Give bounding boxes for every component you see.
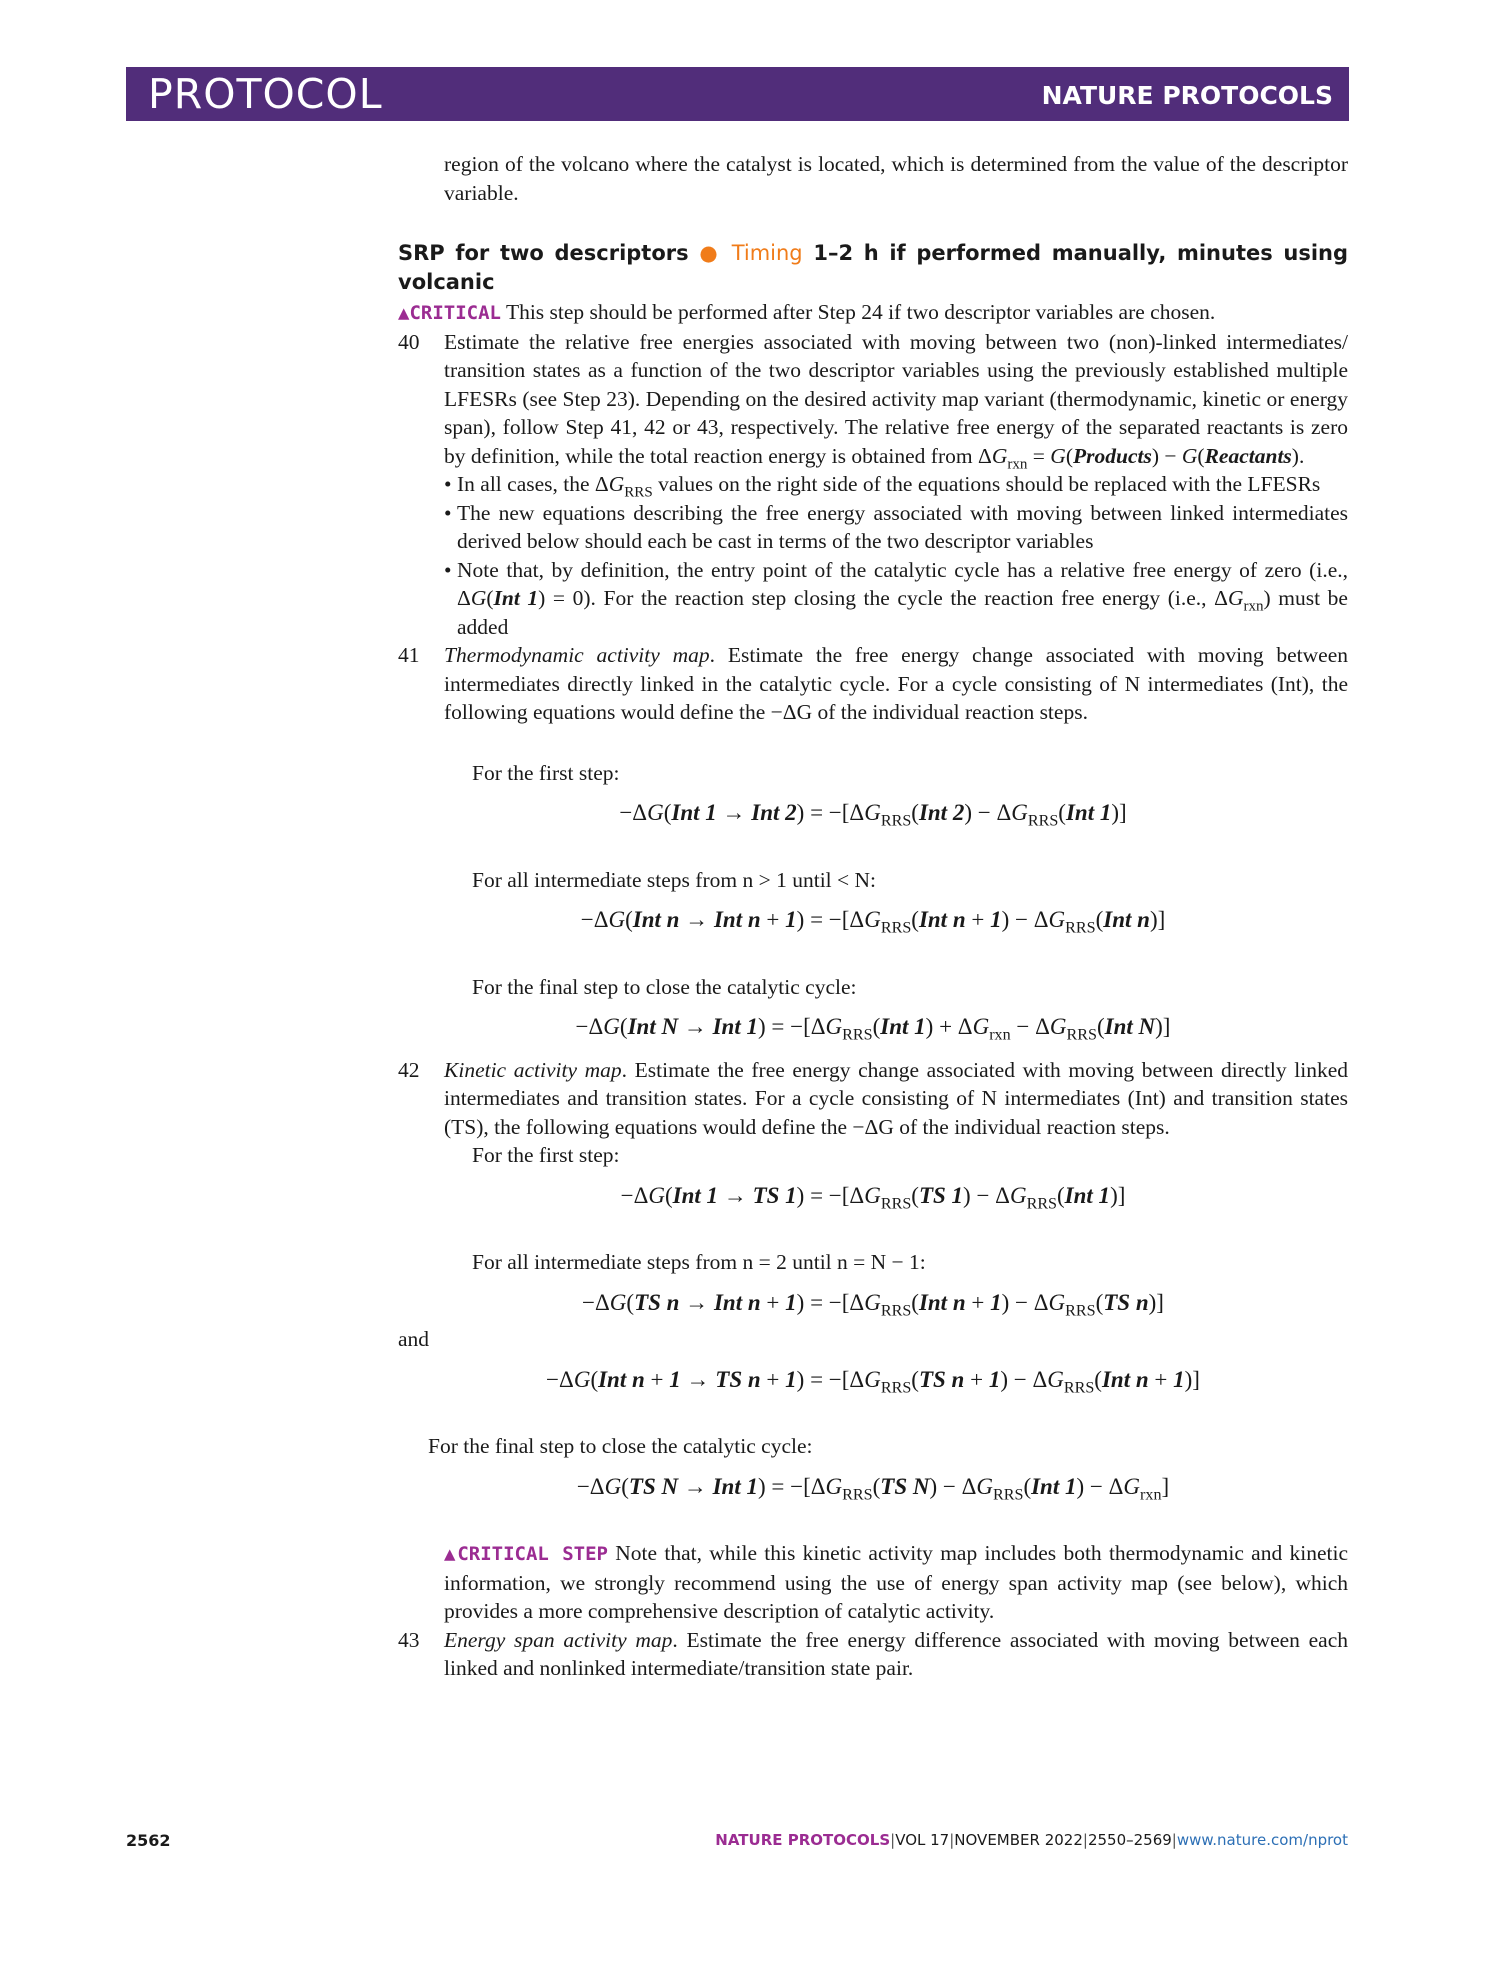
equation-lead: For all intermediate steps from n = 2 until n = N − 1: bbox=[472, 1250, 926, 1274]
step-text: Thermodynamic activity map. Estimate the free energy change associated with moving between intermediates directly linked in the catalytic cycle. For a cycle consisting of N intermediates (Int), the following equations would define the −ΔG of the individual reaction steps. bbox=[444, 643, 1349, 724]
equation: −ΔG(Int 1 → TS $1) = -[\Delta G_{RRS}(TS$ $1) - \Delta G_{RRS}(Int$ 1)] bbox=[620, 1182, 1126, 1213]
bullet-item: • Note that, by definition, the entry point of the catalytic cycle has a relative free energy of zero (i.e., ΔG(Int 1) = 0). For the reaction step closing the cycle the reaction free energy (i.e., $\Delta G_{rxn}$) must be added bbox=[398, 556, 1348, 642]
step-41 bbox=[398, 641, 1348, 727]
step-number: 43 bbox=[398, 1627, 420, 1652]
equation: −ΔG(TS n → Int $n + 1) = -[\Delta G_{RRS}(Int$ $n + 1) - \Delta G_{RRS}(TS$ n)] bbox=[582, 1289, 1164, 1320]
intro-paragraph: region of the volcano where the catalyst is located, which is determined from the value of the descriptor variable. bbox=[444, 152, 1348, 205]
section-title: SRP for two descriptors bbox=[398, 241, 689, 265]
step-number: 40 bbox=[398, 329, 420, 354]
step-title: Thermodynamic activity map bbox=[444, 643, 710, 667]
footer-volume: VOL 17 bbox=[895, 1831, 950, 1849]
journal-title: NATURE PROTOCOLS bbox=[1041, 81, 1333, 110]
equation: −ΔG(TS N → Int $1) = -[\Delta G_{RRS}(TS$ $N) - \Delta G_{RRS}(Int$ $1) - \Delta G_{rxn}$] bbox=[576, 1473, 1170, 1504]
critical-step-label: ▲CRITICAL STEP bbox=[444, 1543, 608, 1565]
critical-label: ▲CRITICAL bbox=[398, 302, 501, 324]
step-42 bbox=[398, 1056, 1348, 1142]
footer-url-link[interactable]: www.nature.com/nprot bbox=[1176, 1831, 1348, 1849]
bullet-item: • In all cases, the $\Delta G_{RRS}$ values on the right side of the equations should be replaced with the LFESRs bbox=[398, 470, 1348, 499]
step-text: Kinetic activity map. Estimate the free energy change associated with moving between directly linked intermediates and transition states. For a cycle consisting of N intermediates (Int) and transition states (TS), the following equations would define the −ΔG of the individual reaction steps. bbox=[444, 1057, 1348, 1139]
step-title: Energy span activity map bbox=[444, 1627, 673, 1652]
step-40 bbox=[398, 328, 1348, 471]
timing-label: Timing bbox=[731, 241, 803, 265]
equation-lead: For the first step: bbox=[472, 760, 620, 785]
step-43 bbox=[398, 1626, 1348, 1683]
critical-text: This step should be performed after Step 24 if two descriptor variables are chosen. bbox=[505, 300, 1216, 324]
critical-step-note bbox=[398, 1539, 1348, 1626]
bullet-item: • The new equations describing the free energy associated with moving between linked intermediates derived below should each be cast in terms of the two descriptor variables bbox=[398, 499, 1348, 556]
footer-journal: NATURE PROTOCOLS bbox=[715, 1831, 891, 1849]
header-banner bbox=[126, 67, 1349, 121]
step-text: Energy span activity map. Estimate the free energy difference associated with moving between each linked and nonlinked intermediate/transition state pair. bbox=[444, 1627, 1349, 1680]
timing-dot-icon: ● bbox=[699, 241, 721, 265]
step-text: Estimate the relative free energies associated with moving between two (non)-linked intermediates/ transition states as a function of the two descriptor variables using the previously established multiple LFESRs (see Step 23). Depending on the desired activity map variant (thermodynamic, kinetic or energy span), follow Step 41, 42 or 43, respectively. The relative free energy of the separated reactants is zero by definition, while the total reaction energy is obtained from $\Delta G_{rxn}$ = G(Products) − G(Reactants). bbox=[444, 329, 1348, 472]
timing-text: 1–2 h if performed manually, minutes using volcanic bbox=[398, 241, 1349, 294]
equation: −ΔG(Int 1 → Int $2) = -[\Delta G_{RRS}(Int$ $2) - \Delta G_{RRS}(Int$ 1)] bbox=[619, 800, 1127, 830]
equation: −ΔG(Int n → Int $n + 1) = -[\Delta G_{RRS}(Int$ $n + 1) - \Delta G_{RRS}(Int$ n)] bbox=[580, 907, 1166, 937]
and-connector: and bbox=[398, 1327, 430, 1351]
section-heading bbox=[398, 239, 1348, 296]
equation: −ΔG(Int n + 1 → TS $n + 1) = -[\Delta G_{RRS}(TS$ $n + 1) - \Delta G_{RRS}(Int$ n + 1)] bbox=[546, 1366, 1200, 1397]
equation: −ΔG(Int N → Int $1) = -[\Delta G_{RRS}(Int$ $1) + \Delta G_{rxn} - \Delta G_{RRS}(Int$ N)] bbox=[575, 1014, 1171, 1044]
equation-lead: For the final step to close the catalytic cycle: bbox=[472, 974, 857, 999]
footer-pages: 2550–2569 bbox=[1087, 1831, 1172, 1849]
step-number: 42 bbox=[398, 1057, 420, 1082]
page-number: 2562 bbox=[126, 1831, 171, 1850]
equation-lead: For all intermediate steps from n > 1 until < N: bbox=[472, 867, 877, 892]
step-number: 41 bbox=[398, 643, 420, 667]
equation-lead: For the first step: bbox=[472, 1143, 620, 1167]
footer-date: NOVEMBER 2022 bbox=[954, 1831, 1083, 1849]
page-body bbox=[398, 150, 1348, 1683]
critical-step-text: Note that, while this kinetic activity map includes both thermodynamic and kinetic information, we strongly recommend using the use of energy span activity map (see below), which provides a more comprehensive description of catalytic activity. bbox=[444, 1541, 1348, 1623]
section-label: PROTOCOL bbox=[148, 70, 383, 118]
step-title: Kinetic activity map bbox=[444, 1057, 622, 1082]
footer-citation: NATURE PROTOCOLS|VOL 17|NOVEMBER 2022|2550–2569|www.nature.com/nprot bbox=[715, 1831, 1348, 1849]
critical-note bbox=[398, 298, 1348, 328]
equation-lead: For the final step to close the catalytic cycle: bbox=[428, 1434, 813, 1458]
